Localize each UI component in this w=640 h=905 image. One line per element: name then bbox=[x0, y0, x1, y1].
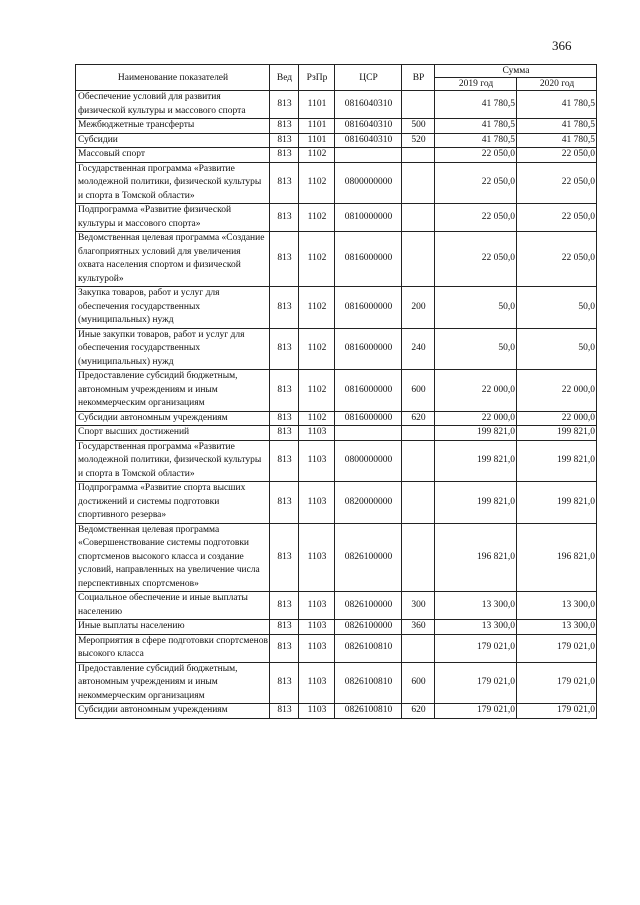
table-row bbox=[76, 119, 597, 134]
cell-ved: 813 bbox=[270, 440, 299, 482]
cell-ved: 813 bbox=[270, 620, 299, 635]
table-header bbox=[76, 65, 597, 91]
header-name: Наименование показателей bbox=[76, 65, 270, 91]
cell-vr bbox=[402, 162, 435, 204]
cell-amount-2019: 13 300,0 bbox=[435, 620, 517, 635]
table-row bbox=[76, 91, 597, 119]
cell-rzpr: 1101 bbox=[299, 91, 335, 119]
cell-amount-2019: 199 821,0 bbox=[435, 440, 517, 482]
cell-amount-2020: 41 780,5 bbox=[517, 119, 597, 134]
cell-csr: 0816000000 bbox=[335, 287, 402, 329]
cell-csr: 0816000000 bbox=[335, 411, 402, 426]
table-row bbox=[76, 523, 597, 592]
cell-rzpr: 1102 bbox=[299, 411, 335, 426]
cell-ved: 813 bbox=[270, 204, 299, 232]
cell-amount-2019: 22 050,0 bbox=[435, 204, 517, 232]
table-row bbox=[76, 287, 597, 329]
header-year-2020: 2020 год bbox=[517, 78, 597, 91]
cell-amount-2019: 13 300,0 bbox=[435, 592, 517, 620]
cell-amount-2020: 22 050,0 bbox=[517, 204, 597, 232]
cell-name: Закупка товаров, работ и услуг для обеспечения государственных (муниципальных) нужд bbox=[76, 287, 270, 329]
cell-csr: 0800000000 bbox=[335, 440, 402, 482]
cell-ved: 813 bbox=[270, 482, 299, 524]
cell-ved: 813 bbox=[270, 370, 299, 412]
cell-csr: 0826100000 bbox=[335, 592, 402, 620]
cell-csr: 0816000000 bbox=[335, 370, 402, 412]
cell-amount-2019: 22 050,0 bbox=[435, 148, 517, 163]
budget-table bbox=[75, 64, 597, 719]
cell-csr: 0826100000 bbox=[335, 620, 402, 635]
header-rzpr: РзПр bbox=[299, 65, 335, 91]
table-row bbox=[76, 440, 597, 482]
cell-ved: 813 bbox=[270, 328, 299, 370]
cell-csr: 0816040310 bbox=[335, 91, 402, 119]
table-row bbox=[76, 704, 597, 719]
cell-amount-2020: 179 021,0 bbox=[517, 662, 597, 704]
table-row bbox=[76, 148, 597, 163]
cell-vr bbox=[402, 232, 435, 287]
table-row bbox=[76, 482, 597, 524]
cell-name: Субсидии автономным учреждениям bbox=[76, 411, 270, 426]
cell-amount-2019: 22 050,0 bbox=[435, 162, 517, 204]
table-row bbox=[76, 426, 597, 441]
cell-amount-2020: 41 780,5 bbox=[517, 133, 597, 148]
cell-name: Ведомственная целевая программа «Совершенствование системы подготовки спортсменов высокого класса и создание условий, направленных на увеличение числа перспективных спортсменов» bbox=[76, 523, 270, 592]
cell-name: Мероприятия в сфере подготовки спортсменов высокого класса bbox=[76, 634, 270, 662]
cell-csr: 0826100810 bbox=[335, 662, 402, 704]
table-row bbox=[76, 232, 597, 287]
cell-name: Предоставление субсидий бюджетным, автономным учреждениям и иным некоммерческим организациям bbox=[76, 370, 270, 412]
cell-amount-2019: 179 021,0 bbox=[435, 634, 517, 662]
cell-rzpr: 1103 bbox=[299, 482, 335, 524]
cell-amount-2020: 196 821,0 bbox=[517, 523, 597, 592]
cell-name: Субсидии bbox=[76, 133, 270, 148]
cell-ved: 813 bbox=[270, 634, 299, 662]
cell-rzpr: 1103 bbox=[299, 592, 335, 620]
cell-amount-2020: 199 821,0 bbox=[517, 426, 597, 441]
cell-vr bbox=[402, 482, 435, 524]
cell-ved: 813 bbox=[270, 662, 299, 704]
cell-rzpr: 1102 bbox=[299, 232, 335, 287]
table-row bbox=[76, 162, 597, 204]
cell-csr: 0816040310 bbox=[335, 119, 402, 134]
cell-ved: 813 bbox=[270, 133, 299, 148]
cell-amount-2020: 22 050,0 bbox=[517, 148, 597, 163]
cell-rzpr: 1103 bbox=[299, 426, 335, 441]
cell-name: Иные закупки товаров, работ и услуг для обеспечения государственных (муниципальных) нужд bbox=[76, 328, 270, 370]
cell-rzpr: 1102 bbox=[299, 162, 335, 204]
header-ved: Вед bbox=[270, 65, 299, 91]
table-row bbox=[76, 592, 597, 620]
cell-name: Субсидии автономным учреждениям bbox=[76, 704, 270, 719]
cell-vr: 600 bbox=[402, 370, 435, 412]
cell-amount-2020: 22 000,0 bbox=[517, 411, 597, 426]
cell-rzpr: 1102 bbox=[299, 328, 335, 370]
cell-rzpr: 1102 bbox=[299, 148, 335, 163]
table-row bbox=[76, 620, 597, 635]
cell-csr: 0816000000 bbox=[335, 328, 402, 370]
cell-vr: 520 bbox=[402, 133, 435, 148]
cell-amount-2019: 41 780,5 bbox=[435, 119, 517, 134]
header-vr: ВР bbox=[402, 65, 435, 91]
cell-vr bbox=[402, 148, 435, 163]
cell-amount-2020: 199 821,0 bbox=[517, 482, 597, 524]
cell-rzpr: 1102 bbox=[299, 287, 335, 329]
cell-vr: 620 bbox=[402, 704, 435, 719]
cell-amount-2019: 22 050,0 bbox=[435, 232, 517, 287]
cell-name: Ведомственная целевая программа «Создание благоприятных условий для увеличения охвата населения спортом и физической культурой» bbox=[76, 232, 270, 287]
cell-name: Государственная программа «Развитие молодежной политики, физической культуры и спорта в Томской области» bbox=[76, 440, 270, 482]
cell-rzpr: 1102 bbox=[299, 204, 335, 232]
cell-csr: 0826100810 bbox=[335, 634, 402, 662]
header-year-2019: 2019 год bbox=[435, 78, 517, 91]
cell-vr: 360 bbox=[402, 620, 435, 635]
table-row bbox=[76, 204, 597, 232]
cell-ved: 813 bbox=[270, 148, 299, 163]
cell-name: Межбюджетные трансферты bbox=[76, 119, 270, 134]
cell-csr: 0816000000 bbox=[335, 232, 402, 287]
cell-amount-2019: 196 821,0 bbox=[435, 523, 517, 592]
header-csr: ЦСР bbox=[335, 65, 402, 91]
cell-csr: 0826100810 bbox=[335, 704, 402, 719]
cell-amount-2019: 179 021,0 bbox=[435, 704, 517, 719]
cell-amount-2020: 22 050,0 bbox=[517, 162, 597, 204]
cell-rzpr: 1103 bbox=[299, 704, 335, 719]
cell-name: Массовый спорт bbox=[76, 148, 270, 163]
cell-amount-2019: 50,0 bbox=[435, 328, 517, 370]
table-body bbox=[76, 91, 597, 719]
cell-rzpr: 1103 bbox=[299, 620, 335, 635]
cell-name: Социальное обеспечение и иные выплаты населению bbox=[76, 592, 270, 620]
cell-amount-2019: 199 821,0 bbox=[435, 482, 517, 524]
cell-rzpr: 1101 bbox=[299, 119, 335, 134]
cell-ved: 813 bbox=[270, 592, 299, 620]
cell-ved: 813 bbox=[270, 91, 299, 119]
cell-csr: 0810000000 bbox=[335, 204, 402, 232]
cell-vr: 600 bbox=[402, 662, 435, 704]
cell-amount-2019: 22 000,0 bbox=[435, 370, 517, 412]
cell-amount-2020: 41 780,5 bbox=[517, 91, 597, 119]
cell-amount-2020: 22 050,0 bbox=[517, 232, 597, 287]
cell-amount-2020: 179 021,0 bbox=[517, 704, 597, 719]
table-row bbox=[76, 370, 597, 412]
cell-ved: 813 bbox=[270, 523, 299, 592]
cell-name: Обеспечение условий для развития физической культуры и массового спорта bbox=[76, 91, 270, 119]
cell-csr: 0826100000 bbox=[335, 523, 402, 592]
cell-rzpr: 1103 bbox=[299, 662, 335, 704]
cell-csr bbox=[335, 148, 402, 163]
cell-vr: 240 bbox=[402, 328, 435, 370]
cell-csr: 0820000000 bbox=[335, 482, 402, 524]
cell-rzpr: 1103 bbox=[299, 634, 335, 662]
cell-csr: 0800000000 bbox=[335, 162, 402, 204]
cell-rzpr: 1103 bbox=[299, 440, 335, 482]
cell-amount-2019: 179 021,0 bbox=[435, 662, 517, 704]
cell-amount-2020: 22 000,0 bbox=[517, 370, 597, 412]
cell-vr: 300 bbox=[402, 592, 435, 620]
cell-amount-2019: 22 000,0 bbox=[435, 411, 517, 426]
cell-amount-2020: 50,0 bbox=[517, 287, 597, 329]
cell-vr bbox=[402, 523, 435, 592]
cell-vr bbox=[402, 634, 435, 662]
cell-name: Государственная программа «Развитие молодежной политики, физической культуры и спорта в Томской области» bbox=[76, 162, 270, 204]
cell-vr bbox=[402, 426, 435, 441]
cell-amount-2020: 199 821,0 bbox=[517, 440, 597, 482]
cell-vr bbox=[402, 204, 435, 232]
table-row bbox=[76, 133, 597, 148]
cell-vr bbox=[402, 440, 435, 482]
table-row bbox=[76, 411, 597, 426]
cell-ved: 813 bbox=[270, 426, 299, 441]
cell-ved: 813 bbox=[270, 704, 299, 719]
cell-ved: 813 bbox=[270, 287, 299, 329]
cell-amount-2019: 41 780,5 bbox=[435, 91, 517, 119]
cell-rzpr: 1103 bbox=[299, 523, 335, 592]
header-sum: Сумма bbox=[435, 65, 597, 78]
cell-name: Иные выплаты населению bbox=[76, 620, 270, 635]
page-number: 366 bbox=[552, 38, 572, 53]
cell-amount-2020: 50,0 bbox=[517, 328, 597, 370]
cell-vr: 500 bbox=[402, 119, 435, 134]
cell-name: Спорт высших достижений bbox=[76, 426, 270, 441]
cell-amount-2019: 50,0 bbox=[435, 287, 517, 329]
table-row bbox=[76, 662, 597, 704]
table-row bbox=[76, 328, 597, 370]
cell-rzpr: 1102 bbox=[299, 370, 335, 412]
cell-ved: 813 bbox=[270, 162, 299, 204]
cell-name: Предоставление субсидий бюджетным, автономным учреждениям и иным некоммерческим организациям bbox=[76, 662, 270, 704]
cell-name: Подпрограмма «Развитие спорта высших достижений и системы подготовки спортивного резерва» bbox=[76, 482, 270, 524]
cell-amount-2019: 199 821,0 bbox=[435, 426, 517, 441]
table-row bbox=[76, 634, 597, 662]
cell-amount-2020: 13 300,0 bbox=[517, 592, 597, 620]
cell-ved: 813 bbox=[270, 411, 299, 426]
cell-vr: 200 bbox=[402, 287, 435, 329]
cell-csr: 0816040310 bbox=[335, 133, 402, 148]
cell-ved: 813 bbox=[270, 232, 299, 287]
cell-csr bbox=[335, 426, 402, 441]
cell-amount-2019: 41 780,5 bbox=[435, 133, 517, 148]
cell-name: Подпрограмма «Развитие физической культуры и массового спорта» bbox=[76, 204, 270, 232]
cell-vr: 620 bbox=[402, 411, 435, 426]
cell-vr bbox=[402, 91, 435, 119]
cell-rzpr: 1101 bbox=[299, 133, 335, 148]
cell-ved: 813 bbox=[270, 119, 299, 134]
cell-amount-2020: 179 021,0 bbox=[517, 634, 597, 662]
cell-amount-2020: 13 300,0 bbox=[517, 620, 597, 635]
